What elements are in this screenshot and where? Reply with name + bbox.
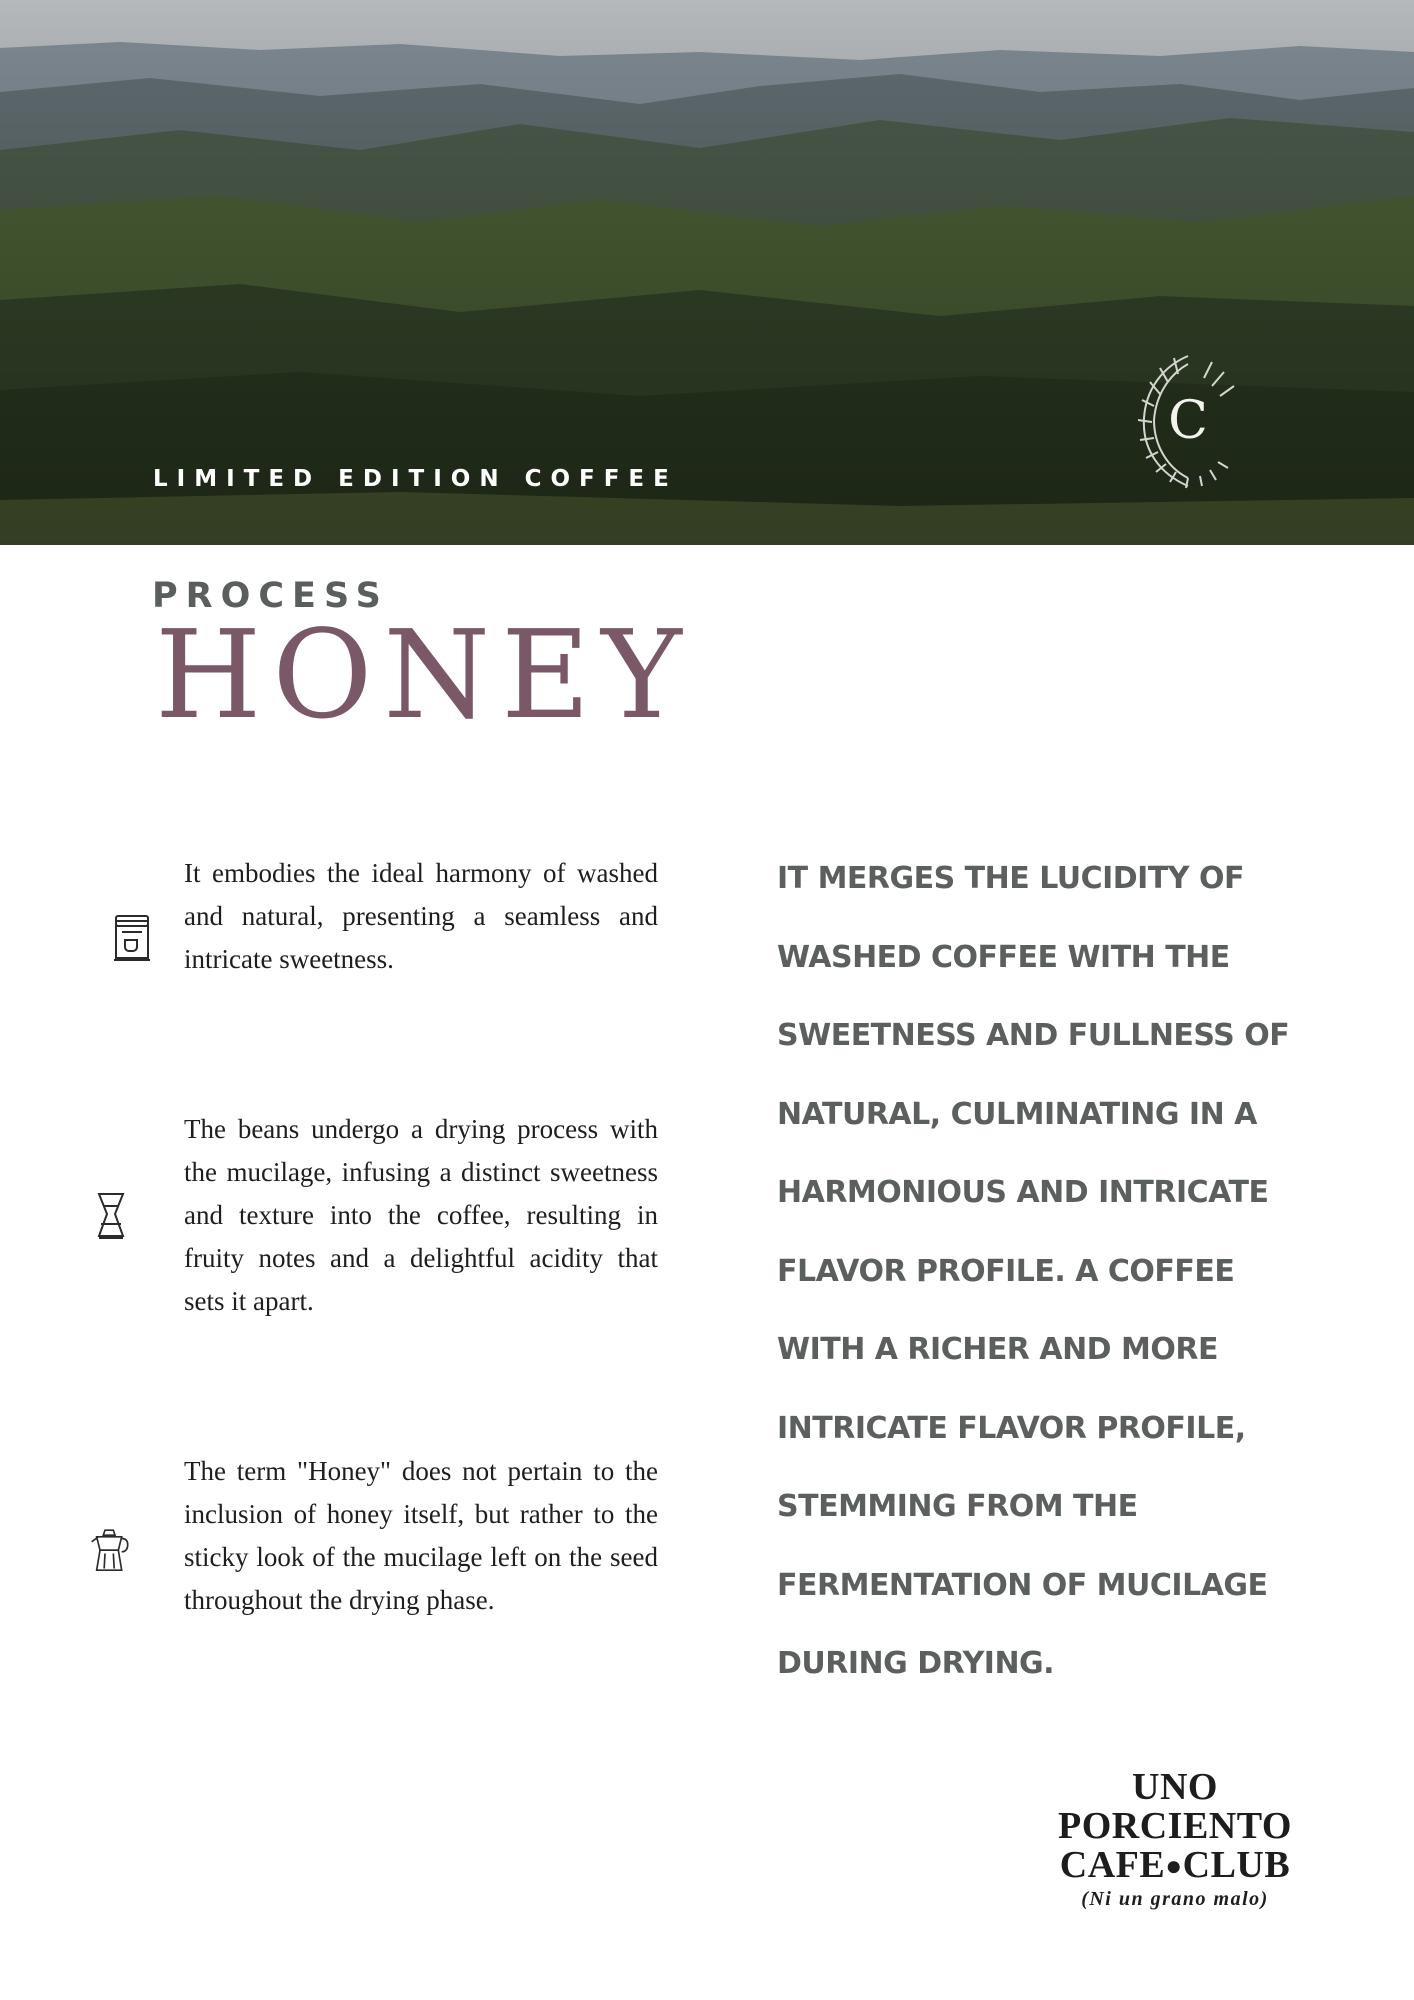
summary-line: FERMENTATION OF MUCILAGE <box>777 1567 1268 1603</box>
summary-line: WASHED COFFEE WITH THE <box>777 939 1230 975</box>
moka-pot-icon <box>90 1524 130 1578</box>
info-paragraph-3: The term "Honey" does not pertain to the inclusion of honey itself, but rather to the sticky look of the mucilage left on the seed throughout the drying phase. <box>184 1456 658 1615</box>
brand-line-1: UNO <box>1132 1766 1218 1808</box>
info-paragraph-2: The beans undergo a drying process with the mucilage, infusing a distinct sweetness and texture into the coffee, resulting in fruity notes and a delightful acidity that sets it apart. <box>184 1114 658 1316</box>
svg-text:C: C <box>1168 391 1208 451</box>
brand-dot-icon: ● <box>1165 1851 1183 1882</box>
summary-line: FLAVOR PROFILE. A COFFEE <box>777 1253 1235 1289</box>
summary-line: NATURAL, CULMINATING IN A <box>777 1096 1257 1132</box>
hero-tagline: LIMITED EDITION COFFEE <box>153 466 678 492</box>
summary-line: IT MERGES THE LUCIDITY OF <box>777 861 1244 896</box>
section-label: PROCESS <box>152 576 389 616</box>
brand-line-2: PORCIENTO <box>1058 1805 1292 1847</box>
summary-line: SWEETNESS AND FULLNESS OF <box>777 1018 1290 1053</box>
brand-tagline: (Ni un grano malo) <box>1081 1888 1269 1910</box>
brand-club: CLUB <box>1182 1844 1291 1886</box>
summary-line: DURING DRYING. <box>777 1646 1055 1681</box>
summary-text <box>777 840 1297 1704</box>
brand-cafe: CAFE <box>1059 1844 1166 1886</box>
info-paragraph-1: It embodies the ideal harmony of washed and natural, presenting a seamless and intricate sweetness. <box>184 858 658 974</box>
page-title: HONEY <box>155 604 693 746</box>
brand-line-3 <box>1040 1846 1310 1886</box>
espresso-machine-icon <box>112 912 152 966</box>
sun-logo-icon <box>1124 346 1252 496</box>
brand-logo <box>1040 1768 1310 1911</box>
summary-line: STEMMING FROM THE <box>777 1489 1138 1524</box>
summary-line: INTRICATE FLAVOR PROFILE, <box>777 1410 1246 1446</box>
summary-line: HARMONIOUS AND INTRICATE <box>777 1175 1269 1210</box>
hero-image <box>0 0 1414 545</box>
chemex-icon <box>91 1190 131 1244</box>
summary-line: WITH A RICHER AND MORE <box>777 1332 1218 1367</box>
